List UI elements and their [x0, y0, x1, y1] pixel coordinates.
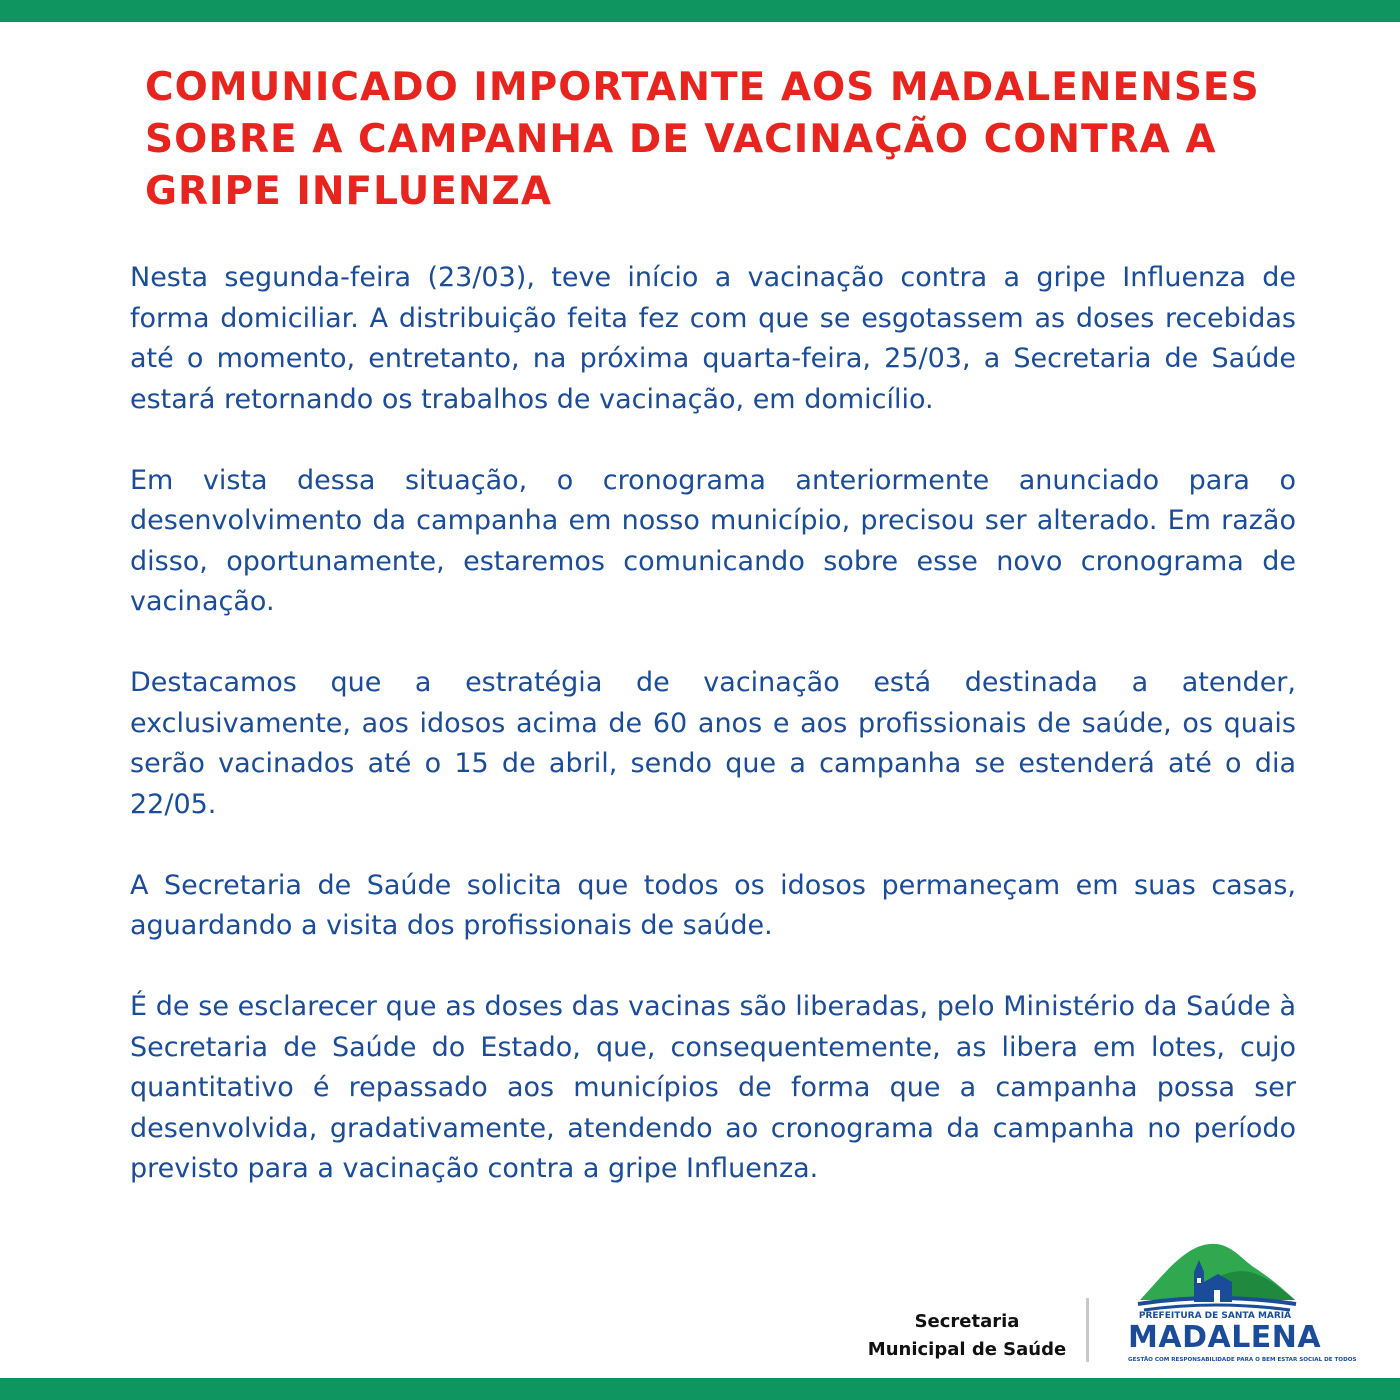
- paragraph-target-groups: Destacamos que a estratégia de vacinação está destinada a atender, exclusivamente, aos idosos acima de 60 anos e aos profissionais de saúde, os quais serão vacinados até o 15 de abril, sendo que a campanha se estenderá até o dia 22/05.: [130, 667, 1296, 820]
- title-line: GRIPE INFLUENZA: [145, 169, 553, 214]
- logo-top-text: PREFEITURA DE SANTA MARIA: [1138, 1311, 1292, 1321]
- announcement-body: [130, 258, 1296, 1190]
- bottom-green-bar: [0, 1378, 1400, 1400]
- department-name: [862, 1308, 1072, 1364]
- paragraph-schedule-change: Em vista dessa situação, o cronograma anteriormente anunciado para o desenvolvimento da campanha em nosso município, precisou ser alterado. Em razão disso, oportunamente, estaremos comunicando sobre esse novo cronograma de vacinação.: [130, 464, 1296, 617]
- paragraph-vaccination-start: Nesta segunda-feira (23/03), teve início a vacinação contra a gripe Influenza de forma domiciliar. A distribuição feita fez com que se esgotassem as doses recebidas até o momento, entretanto, na próxima quarta-feira, 25/03, a Secretaria de Saúde estará retornando os trabalhos de vacinação, em domicílio.: [130, 262, 1296, 415]
- department-line: Municipal de Saúde: [867, 1339, 1067, 1360]
- top-green-bar: [0, 0, 1400, 22]
- logo-name: MADALENA: [1128, 1320, 1322, 1355]
- department-line: Secretaria: [914, 1311, 1020, 1332]
- logo-tagline: GESTÃO COM RESPONSABILIDADE PARA O BEM ESTAR SOCIAL DE TODOS: [1128, 1357, 1357, 1363]
- footer-divider: [1086, 1298, 1089, 1362]
- title-line: COMUNICADO IMPORTANTE AOS MADALENENSES: [145, 65, 1260, 110]
- announcement-title: [145, 62, 1275, 218]
- title-line: SOBRE A CAMPANHA DE VACINAÇÃO CONTRA A: [145, 117, 1217, 162]
- paragraph-stay-home: A Secretaria de Saúde solicita que todos os idosos permaneçam em suas casas, aguardando a visita dos profissionais de saúde.: [130, 869, 1296, 941]
- paragraph-dose-distribution: É de se esclarecer que as doses das vacinas são liberadas, pelo Ministério da Saúde à Secretaria de Saúde do Estado, que, consequentemente, as libera em lotes, cujo quantitativo é repassado aos municípios de forma que a campanha possa ser desenvolvida, gradativamente, atendendo ao cronograma da campanha no período previsto para a vacinação contra a gripe Influenza.: [130, 991, 1296, 1184]
